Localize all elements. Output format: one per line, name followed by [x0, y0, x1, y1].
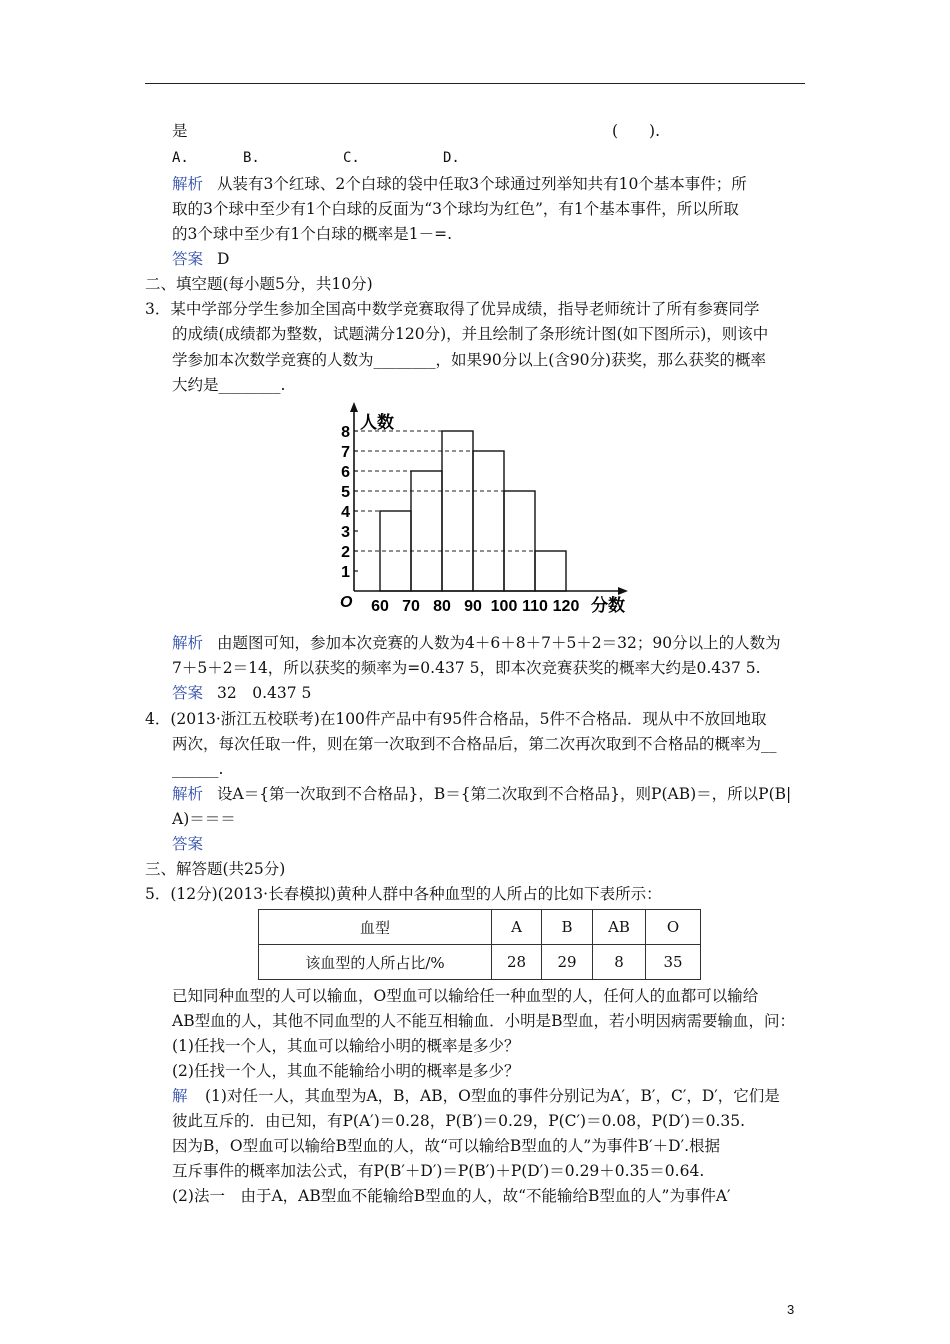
table-cell: B — [542, 910, 593, 945]
q5-solution-line-4: 互斥事件的概率加法公式，有P(B′＋D′)＝P(B′)＋P(D′)＝0.29＋0.35＝0.64. — [172, 1162, 705, 1180]
q2-analysis-line-2: 取的3个球中至少有1个白球的反面为“3个球均为红色”，有1个基本事件，所以所取 — [172, 200, 739, 218]
q2-option-a: A. — [172, 150, 189, 166]
table-cell: 28 — [492, 945, 542, 980]
table-cell: 该血型的人所占比/% — [259, 945, 492, 980]
q4-answer-label: 答案 — [172, 835, 204, 853]
q5-solution-label: 解 — [172, 1087, 188, 1105]
bar — [535, 551, 566, 591]
table-cell: 8 — [593, 945, 646, 980]
x-axis-arrow — [618, 587, 628, 595]
q4-stem-line-1: 4．(2013·浙江五校联考)在100件产品中有95件合格品，5件不合格品．现从中不放回地取 — [145, 710, 767, 728]
q2-answer-label: 答案 — [172, 250, 204, 268]
x-tick-label: 70 — [402, 598, 420, 615]
section-2-title: 二、填空题(每小题5分，共10分) — [145, 275, 373, 293]
header-rule — [145, 83, 805, 84]
q3-analysis-line-1: 由题图可知，参加本次竞赛的人数为4＋6＋8＋7＋5＋2＝32；90分以上的人数为 — [217, 634, 781, 652]
q2-answer: D — [217, 250, 230, 268]
q3-analysis-line-2: 7＋5＋2＝14，所以获奖的频率为=0.437 5，即本次竞赛获奖的概率大约是0.437 5. — [172, 659, 761, 677]
q2-option-d: D. — [443, 150, 460, 166]
y-tick-label: 5 — [341, 484, 350, 501]
q2-analysis-line-3: 的3个球中至少有1个白球的概率是1－=. — [172, 225, 453, 243]
y-tick-label: 4 — [341, 504, 350, 521]
q3-analysis-label: 解析 — [172, 634, 204, 652]
q5-solution-line-2: 彼此互斥的．由已知，有P(A′)＝0.28，P(B′)＝0.29，P(C′)＝0.08，P(D′)＝0.35. — [172, 1112, 746, 1130]
q3-answer-label: 答案 — [172, 684, 204, 702]
q4-analysis-label: 解析 — [172, 785, 204, 803]
q3-stem-line-3: 学参加本次数学竞赛的人数为________，如果90分以上(含90分)获奖，那么获奖的概率 — [172, 351, 767, 369]
table-cell: AB — [593, 910, 646, 945]
table-cell: A — [492, 910, 542, 945]
q3-answer: 32 0.437 5 — [217, 684, 312, 702]
x-tick-label: 90 — [464, 598, 482, 615]
x-axis-label: 分数 — [591, 596, 625, 615]
x-tick-label: 60 — [371, 598, 389, 615]
q5-paragraph-line-2: AB型血的人，其他不同血型的人不能互相输血．小明是B型血，若小明因病需要输血，问： — [172, 1012, 795, 1030]
score-bar-chart — [330, 400, 640, 620]
table-header-row — [259, 910, 701, 945]
bar — [504, 491, 535, 591]
q5-solution-line-5: (2)法一 由于A，AB型血不能输给B型血的人，故“不能输给B型血的人”为事件A′ — [172, 1187, 731, 1205]
q3-stem-line-4: 大约是________. — [172, 376, 286, 394]
q5-stem-line-1: 5．(12分)(2013·长春模拟)黄种人群中各种血型的人所占的比如下表所示： — [145, 885, 662, 903]
q5-subquestion-1: (1)任找一个人，其血可以输给小明的概率是多少？ — [172, 1037, 520, 1055]
q2-answer-paren: ( ). — [612, 122, 661, 140]
table-cell: 35 — [646, 945, 701, 980]
table-cell: O — [646, 910, 701, 945]
blood-type-table — [258, 909, 701, 980]
table-cell: 29 — [542, 945, 593, 980]
bar — [442, 431, 473, 591]
y-tick-label: 6 — [341, 464, 350, 481]
q2-analysis-label: 解析 — [172, 175, 204, 193]
origin-label: O — [340, 594, 353, 611]
y-axis-arrow — [350, 402, 358, 412]
x-tick-label: 110 — [522, 598, 548, 615]
q5-solution-line-1: (1)对任一人，其血型为A，B，AB，O型血的事件分别记为A′，B′，C′，D′，它们是 — [205, 1087, 780, 1105]
bar — [473, 451, 504, 591]
x-tick-label: 80 — [433, 598, 451, 615]
x-tick-label: 100 — [490, 598, 518, 615]
y-tick-label: 3 — [341, 524, 350, 541]
q2-analysis-line-1: 从装有3个红球、2个白球的袋中任取3个球通过列举知共有10个基本事件；所 — [217, 175, 747, 193]
q2-option-b: B. — [243, 150, 260, 166]
y-tick-label: 7 — [341, 444, 350, 461]
q5-solution-line-3: 因为B，O型血可以输给B型血的人，故“可以输给B型血的人”为事件B′＋D′.根据 — [172, 1137, 721, 1155]
q3-stem-line-1: 3．某中学部分学生参加全国高中数学竞赛取得了优异成绩，指导老师统计了所有参赛同学 — [145, 300, 760, 318]
section-3-title: 三、解答题(共25分) — [145, 860, 286, 878]
q5-subquestion-2: (2)任找一个人，其血不能输给小明的概率是多少？ — [172, 1062, 520, 1080]
q3-stem-line-2: 的成绩(成绩都为整数，试题满分120分)，并且绘制了条形统计图(如下图所示)，则该中 — [172, 325, 769, 343]
q2-option-c: C. — [343, 150, 360, 166]
y-axis-label: 人数 — [360, 413, 394, 432]
q4-analysis-line-2: A)＝＝＝ — [172, 810, 236, 828]
q4-stem-line-3: ______. — [172, 760, 224, 778]
q4-analysis-line-1: 设A＝{第一次取到不合格品}，B＝{第二次取到不合格品}，则P(AB)＝，所以P(B| — [217, 785, 792, 803]
table-row — [259, 945, 701, 980]
x-tick-label: 120 — [552, 598, 580, 615]
q2-stem-tail: 是 — [172, 122, 188, 140]
y-tick-label: 8 — [341, 424, 350, 441]
y-tick-label: 2 — [341, 544, 350, 561]
q5-paragraph-line-1: 已知同种血型的人可以输血，O型血可以输给任一种血型的人，任何人的血都可以输给 — [172, 987, 759, 1005]
y-tick-label: 1 — [341, 564, 350, 581]
page-number: 3 — [787, 1302, 795, 1317]
bar — [411, 471, 442, 591]
q4-stem-line-2: 两次，每次任取一件，则在第一次取到不合格品后，第二次再次取到不合格品的概率为__ — [172, 735, 777, 753]
table-cell: 血型 — [259, 910, 492, 945]
